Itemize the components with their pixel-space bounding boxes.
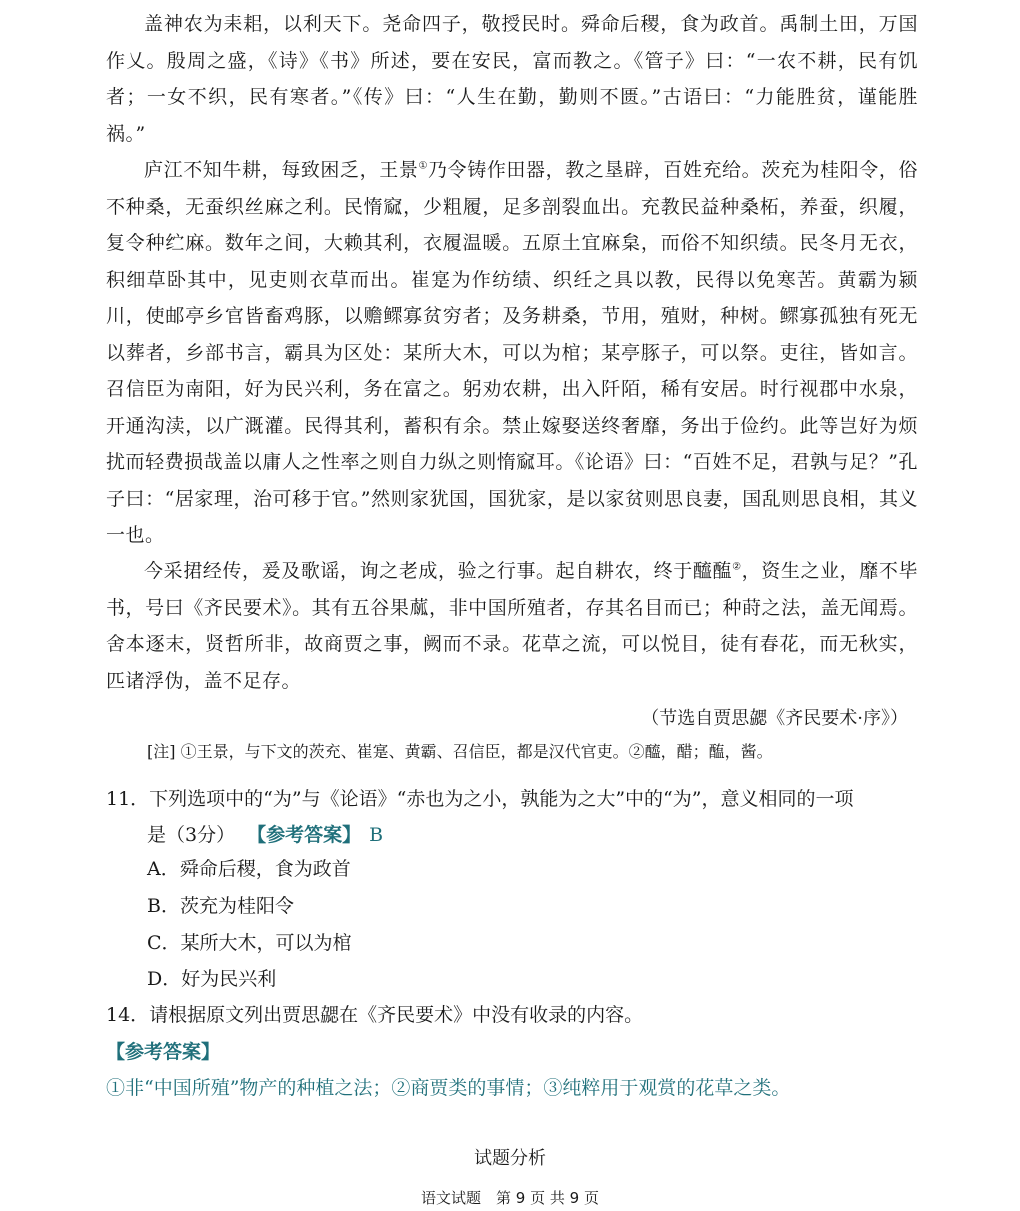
question-11-stem-cont xyxy=(147,822,383,848)
question-11-stem-line2: 是（3分） xyxy=(147,824,236,846)
page-footer: 语文试题 第 9 页 共 9 页 xyxy=(421,1189,599,1207)
footnote-mark-1: ① xyxy=(418,160,429,172)
question-14-stem: 14．请根据原文列出贾思勰在《齐民要术》中没有收录的内容。 xyxy=(106,1004,644,1026)
footnote-mark-2: ② xyxy=(732,561,742,573)
passage-text: ，资生之业，靡不毕书，号曰《齐民要术》。其有五谷果蓏，非中国所殖者，存其名目而已；种莳之法，盖无闻焉。舍本逐末，贤哲所非，故商贾之事，阙而不录。花草之流，可以悦目，徒有春花，而无秋实，匹诸浮伪，盖不足存。 xyxy=(106,560,918,692)
option-d: D．好为民兴利 xyxy=(147,968,277,990)
passage-text: 庐江不知牛耕，每致困乏，王景 xyxy=(144,159,419,181)
passage-text: 盖神农为耒耜，以利天下。尧命四子，敬授民时。舜命后稷，食为政首。禹制土田，万国作乂。殷周之盛，《诗》《书》所述，要在安民，富而教之。《管子》曰：“一农不耕，民有饥者；一女不织，民有寒者。”《传》曰：“人生在勤，勤则不匮。”古语曰：“力能胜贫，谨能胜祸。” xyxy=(106,13,918,145)
option-a: A．舜命后稷，食为政首 xyxy=(147,858,351,880)
answer-letter: B xyxy=(369,824,384,846)
answer-tag: 【参考答案】 xyxy=(106,1041,221,1063)
source-citation: （节选自贾思勰《齐民要术·序》） xyxy=(641,708,908,729)
footnote: [注] ①王景，与下文的茨充、崔寔、黄霸、召信臣，都是汉代官吏。②醯，醋；醢，酱。 xyxy=(147,742,773,761)
analysis-heading: 试题分析 xyxy=(474,1148,546,1169)
question-11-stem: 11．下列选项中的“为”与《论语》“赤也为之小，孰能为之大”中的“为”，意义相同的一项 xyxy=(106,788,854,810)
passage-text: 今采捃经传，爰及歌谣，询之老成，验之行事。起自耕农，终于醯醢 xyxy=(144,560,733,582)
passage-text: 乃令铸作田器，教之垦辟，百姓充给。茨充为桂阳令，俗不种桑，无蚕织丝麻之利。民惰窳，少粗履，足多剖裂血出。充教民益种桑柘，养蚕，织履，复令种纻麻。数年之间，大赖其利，衣履温暖。五原土宜麻枲，而俗不知织绩。民冬月无衣，积细草卧其中，见吏则衣草而出。崔寔为作纺绩、织纴之具以教，民得以免寒苦。黄霸为颍川，使邮亭乡官皆畜鸡豚，以赡鳏寡贫穷者；及务耕桑，节用，殖财，种树。鳏寡孤独有死无以葬者，乡部书言，霸具为区处：某所大木，可以为棺；某亭豚子，可以祭。吏往，皆如言。召信臣为南阳，好为民兴利，务在富之。躬劝农耕，出入阡陌，稀有安居。时行视郡中水泉，开通沟渎，以广溉灌。民得其利，蓄积有余。禁止嫁娶送终奢靡，务出于俭约。此等岂好为烦扰而轻费损哉盖以庸人之性率之则自力纵之则惰窳耳。《论语》曰：“百姓不足，君孰与足？”孔子曰：“居家理，治可移于官。”然则家犹国，国犹家，是以家贫则思良妻，国乱则思良相，其义一也。 xyxy=(106,159,918,546)
option-c: C．某所大木，可以为棺 xyxy=(147,932,352,954)
option-b: B．茨充为桂阳令 xyxy=(147,895,294,917)
question-14-answer: ①非“中国所殖”物产的种植之法；②商贾类的事情；③纯粹用于观赏的花草之类。 xyxy=(106,1077,791,1099)
answer-tag: 【参考答案】 xyxy=(247,824,362,846)
passage-paragraph-2 xyxy=(106,152,918,554)
passage-paragraph-3 xyxy=(106,553,918,699)
passage-paragraph-1 xyxy=(106,6,918,152)
